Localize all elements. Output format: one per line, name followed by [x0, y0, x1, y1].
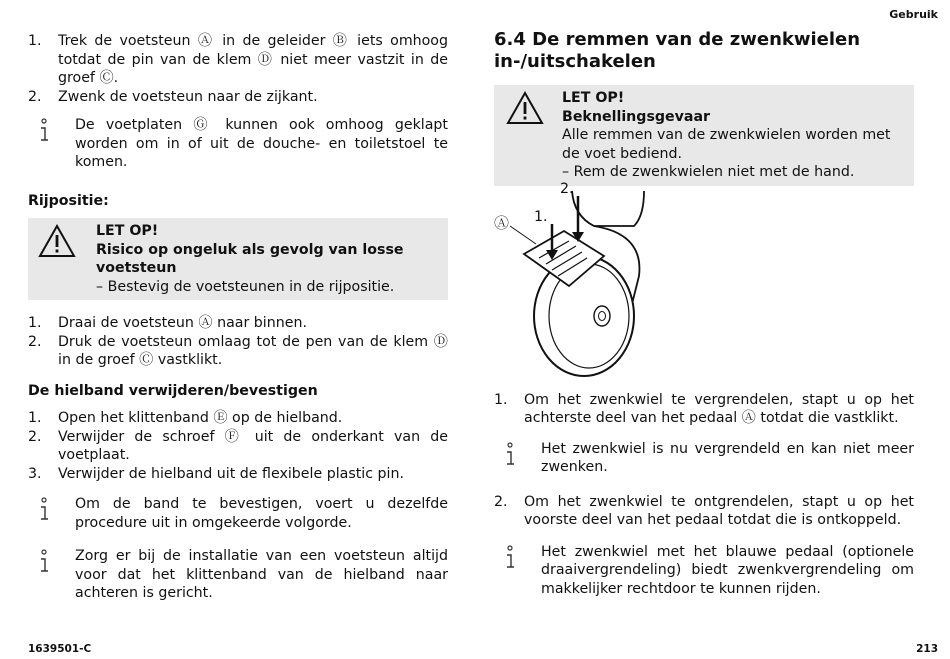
- document-code: 1639501-C: [28, 643, 92, 655]
- left-column: [28, 32, 448, 603]
- list-item: 2. Om het zwenkwiel te ontgrendelen, stapt u op het voorste deel van het pedaal totdat die is ontkoppeld.: [494, 493, 914, 528]
- list-item: 3. Verwijder de hielband uit de flexibele plastic pin.: [28, 465, 404, 482]
- info-note-velcro: Zorg er bij de installatie van een voetsteun altijd voor dat het klittenband van de hielband naar achteren is gericht.: [28, 547, 448, 603]
- info-icon: [504, 545, 516, 571]
- list-item: 1. Om het zwenkwiel te vergrendelen, stapt u op het achterste deel van het pedaal Ⓐ totdat die vastklikt.: [494, 391, 914, 426]
- steps-drive-position: [28, 314, 448, 370]
- info-note-locked: Het zwenkwiel is nu vergrendeld en kan niet meer zwenken.: [494, 440, 914, 477]
- info-icon: [504, 442, 516, 468]
- info-icon: [38, 549, 50, 575]
- right-column: [494, 29, 914, 598]
- steps-unlock-castor: [494, 493, 914, 530]
- heading-heel-strap: De hielband verwijderen/bevestigen: [28, 382, 318, 399]
- figure-label-a: Ⓐ: [494, 213, 510, 232]
- info-note-footplates: De voetplaten Ⓖ kunnen ook omhoog geklapt worden om in of uit de douche- en toiletstoel te komen.: [28, 116, 448, 172]
- list-item: 1. Open het klittenband Ⓔ op de hielband.: [28, 410, 343, 426]
- info-note-blue-pedal: Het zwenkwiel met het blauwe pedaal (optionele draaivergrendeling) biedt zwenkvergrendeling om makkelijker rechtdoor te kunnen rijden.: [494, 543, 914, 599]
- chapter-header: Gebruik: [889, 8, 938, 21]
- section-title: 6.4 De remmen van de zwenkwielen in-/uitschakelen: [494, 29, 861, 72]
- warning-icon: [38, 224, 76, 258]
- steps-swing-footrest: [28, 32, 448, 106]
- castor-wheel-illustration: [494, 186, 694, 381]
- warning-box-footrest: LET OP! Risico op ongeluk als gevolg van losse voetsteun – Bestevig de voetsteunen in de rijpositie.: [28, 218, 448, 300]
- steps-lock-castor: [494, 391, 914, 428]
- list-item: 2. Zwenk de voetsteun naar de zijkant.: [28, 88, 318, 105]
- list-item: 1. Draai de voetsteun Ⓐ naar binnen.: [28, 315, 307, 331]
- heading-rijpositie: Rijpositie:: [28, 192, 109, 209]
- info-icon: [38, 497, 50, 523]
- warning-box-trapping: LET OP! Beknellingsgevaar Alle remmen van de zwenkwielen worden met de voet bediend. – Rem de zwenkwielen niet met de hand.: [494, 85, 914, 186]
- steps-heel-strap: [28, 409, 448, 483]
- warning-icon: [506, 91, 544, 125]
- page-number: 213: [916, 643, 938, 655]
- figure-label-step-2: 2.: [560, 180, 574, 197]
- info-note-reverse: Om de band te bevestigen, voert u dezelfde procedure uit in omgekeerde volgorde.: [28, 495, 448, 532]
- list-item: 2. Verwijder de schroef Ⓕ uit de onderkant van de voetplaat.: [28, 428, 448, 463]
- list-item: 1. Trek de voetsteun Ⓐ in de geleider Ⓑ iets omhoog totdat de pin van de klem Ⓓ niet meer vastzit in de groef Ⓒ.: [28, 33, 448, 86]
- figure-label-step-1: 1.: [534, 208, 548, 225]
- list-item: 2. Druk de voetsteun omlaag tot de pen van de klem Ⓓ in de groef Ⓒ vastklikt.: [28, 333, 448, 368]
- castor-brake-figure: [494, 180, 694, 381]
- info-icon: [38, 118, 50, 144]
